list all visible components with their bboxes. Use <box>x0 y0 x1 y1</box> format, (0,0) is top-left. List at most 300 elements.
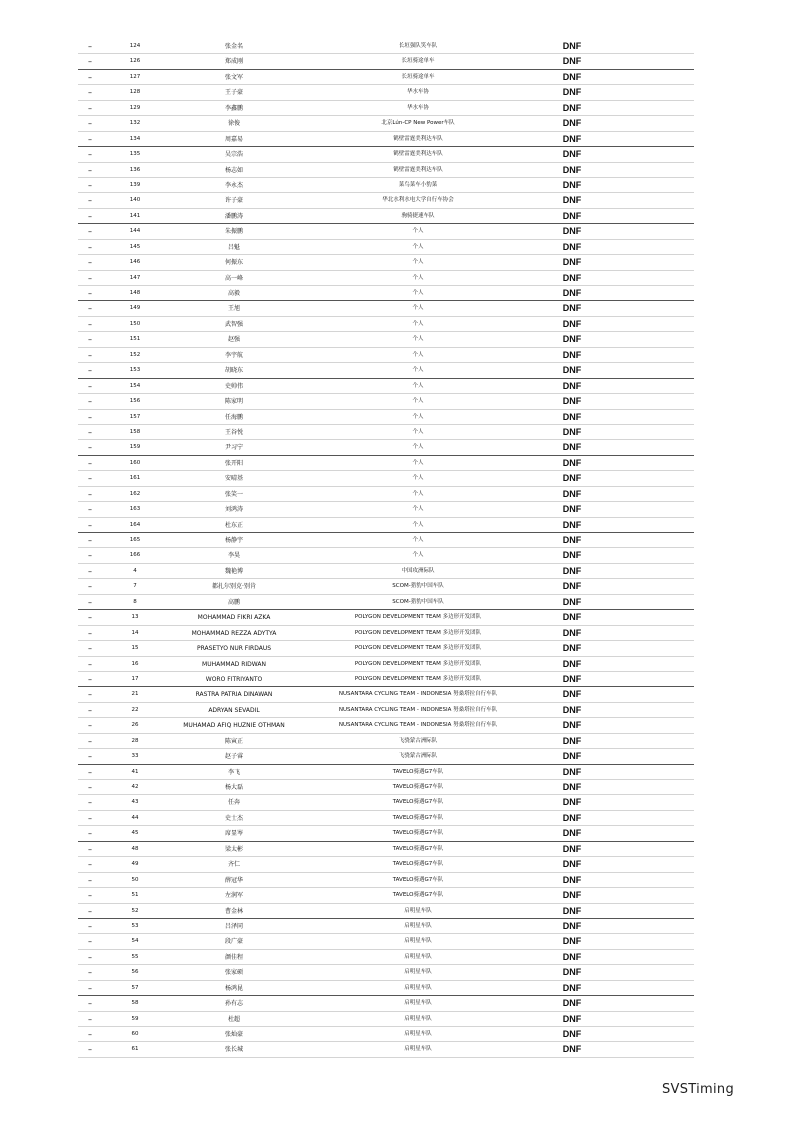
status-cell: DNF <box>562 118 582 129</box>
status-cell: DNF <box>562 504 582 515</box>
rider-name-cell: 张长城 <box>224 1046 243 1054</box>
rider-name-cell: 都扎尔别克·别肯 <box>212 583 256 591</box>
rider-name-cell: 李鑫鹏 <box>224 104 243 112</box>
team-cell: 驹骑捷速车队 <box>401 212 435 219</box>
bib-cell: 134 <box>129 135 141 142</box>
bib-cell: 28 <box>131 737 139 744</box>
status-cell: DNF <box>562 334 582 345</box>
status-cell: DNF <box>562 257 582 268</box>
status-cell: DNF <box>562 905 582 916</box>
bib-cell: 147 <box>129 274 141 281</box>
rider-name-cell: 吴宗浩 <box>224 151 243 159</box>
rank-cell: – <box>88 566 92 576</box>
bib-cell: 15 <box>131 645 139 652</box>
rank-cell: – <box>88 767 92 777</box>
status-cell: DNF <box>562 41 582 51</box>
bib-cell: 128 <box>129 89 141 96</box>
results-table <box>78 39 694 1058</box>
status-cell: DNF <box>562 581 582 592</box>
rank-cell: – <box>88 659 92 669</box>
table-row <box>78 919 694 934</box>
table-row <box>78 672 694 687</box>
rider-name-cell: 张灿豪 <box>224 1031 243 1038</box>
team-cell: NUSANTARA CYCLING TEAM - INDONESIA 努桑塔拉自行车队 <box>338 706 498 713</box>
rider-name-cell: MUHAMAD AFIQ HUZNIE OTHMAN <box>183 722 285 730</box>
team-cell: 鹤壁雷霆美利达车队 <box>393 135 443 142</box>
table-row <box>78 85 694 100</box>
rank-cell: – <box>88 582 92 592</box>
status-cell: DNF <box>562 843 582 854</box>
rider-name-cell: 王旭 <box>227 305 240 313</box>
table-row <box>78 224 694 239</box>
table-row <box>78 564 694 579</box>
table-row <box>78 657 694 672</box>
team-cell: 启明星车队 <box>404 984 432 991</box>
bib-cell: 21 <box>131 691 139 698</box>
rider-name-cell: 吕泽同 <box>224 922 243 930</box>
team-cell: POLYGON DEVELOPMENT TEAM 多边形开发团队 <box>354 629 482 636</box>
table-row <box>78 456 694 471</box>
table-row <box>78 363 694 378</box>
team-cell: 启明星车队 <box>404 938 432 945</box>
rank-cell: – <box>88 1030 92 1039</box>
status-cell: DNF <box>562 1044 582 1055</box>
status-cell: DNF <box>562 936 582 947</box>
rank-cell: – <box>88 258 92 268</box>
table-row <box>78 626 694 641</box>
rider-name-cell: 张开阳 <box>224 459 243 467</box>
rider-name-cell: 张文军 <box>224 73 243 81</box>
bib-cell: 127 <box>129 73 141 80</box>
table-row <box>78 255 694 270</box>
table-row <box>78 518 694 533</box>
rank-cell: – <box>88 644 92 654</box>
team-cell: 个人 <box>412 228 424 235</box>
team-cell: 个人 <box>412 537 424 543</box>
table-row <box>78 687 694 702</box>
team-cell: 个人 <box>412 475 424 482</box>
rider-name-cell: 高毅 <box>227 290 240 297</box>
rider-name-cell: 杜超 <box>227 1015 240 1023</box>
status-cell: DNF <box>562 998 582 1009</box>
status-cell: DNF <box>562 535 582 545</box>
status-cell: DNF <box>562 874 582 885</box>
team-cell: 个人 <box>412 552 424 559</box>
rank-cell: – <box>88 736 92 746</box>
bib-cell: 8 <box>133 598 137 605</box>
status-cell: DNF <box>562 426 582 437</box>
rank-cell: – <box>88 752 92 762</box>
rank-cell: – <box>88 304 92 314</box>
rank-cell: – <box>88 783 92 792</box>
status-cell: DNF <box>562 133 582 144</box>
rider-name-cell: 齐仁 <box>227 861 240 869</box>
status-cell: DNF <box>562 519 582 530</box>
rider-name-cell: MOHAMMAD REZZA ADYTYA <box>191 629 277 637</box>
bib-cell: 13 <box>131 614 139 621</box>
status-cell: DNF <box>562 380 582 391</box>
table-row <box>78 842 694 857</box>
team-cell: TAVELO骑遇G7车队 <box>392 845 444 852</box>
rank-cell: – <box>88 72 92 82</box>
bib-cell: 7 <box>133 583 137 590</box>
status-cell: DNF <box>562 967 582 978</box>
team-cell: 启明星车队 <box>404 969 432 976</box>
rank-cell: – <box>88 196 92 206</box>
rider-name-cell: 杜东正 <box>224 521 243 529</box>
bib-cell: 41 <box>131 768 139 775</box>
table-row <box>78 348 694 363</box>
bib-cell: 42 <box>131 784 139 790</box>
bib-cell: 45 <box>131 830 139 837</box>
rank-cell: – <box>88 844 92 854</box>
rider-name-cell: 高一峰 <box>224 274 243 282</box>
bib-cell: 159 <box>129 444 141 451</box>
bib-cell: 57 <box>131 984 139 991</box>
status-cell: DNF <box>562 303 582 314</box>
team-cell: 启明星车队 <box>404 953 432 960</box>
table-row <box>78 425 694 440</box>
rank-cell: – <box>88 242 92 252</box>
rider-name-cell: 任奔 <box>227 799 240 807</box>
team-cell: 长垣骑途单车 <box>401 73 435 80</box>
rank-cell: – <box>88 289 92 298</box>
rank-cell: – <box>88 813 92 823</box>
rank-cell: – <box>88 875 92 885</box>
team-cell: TAVELO骑遇G7车队 <box>392 892 444 899</box>
team-cell: 中国攻洲际队 <box>401 567 435 574</box>
status-cell: DNF <box>562 473 582 484</box>
bib-cell: 164 <box>129 521 141 528</box>
status-cell: DNF <box>562 828 582 839</box>
team-cell: 个人 <box>412 413 424 420</box>
table-row <box>78 610 694 625</box>
team-cell: NUSANTARA CYCLING TEAM - INDONESIA 努桑塔拉自行车队 <box>338 691 498 698</box>
bib-cell: 55 <box>131 953 139 960</box>
rider-name-cell: 李昊 <box>227 552 240 560</box>
rider-name-cell: 张金名 <box>224 43 243 50</box>
rank-cell: – <box>88 489 92 499</box>
rank-cell: – <box>88 829 92 839</box>
rank-cell: – <box>88 57 92 67</box>
team-cell: 华北水利水电大学自行车协会 <box>382 197 454 204</box>
bib-cell: 146 <box>129 259 141 266</box>
rider-name-cell: 张笑一 <box>224 490 243 498</box>
rider-name-cell: 朱振鹏 <box>224 228 243 236</box>
status-cell: DNF <box>562 890 582 901</box>
table-row <box>78 1027 694 1042</box>
rank-cell: – <box>88 427 92 437</box>
bib-cell: 158 <box>129 428 141 435</box>
rank-cell: – <box>88 150 92 160</box>
table-row <box>78 857 694 872</box>
rider-name-cell: 王谷悦 <box>224 428 243 436</box>
rank-cell: – <box>88 381 92 391</box>
rider-name-cell: 李飞 <box>227 768 240 776</box>
status-cell: DNF <box>562 102 582 113</box>
rank-cell: – <box>88 674 92 684</box>
bib-cell: 58 <box>131 1000 139 1007</box>
team-cell: 个人 <box>412 521 424 528</box>
status-cell: DNF <box>562 288 582 298</box>
team-cell: 个人 <box>412 320 424 327</box>
team-cell: POLYGON DEVELOPMENT TEAM 多边形开发团队 <box>354 660 482 667</box>
team-cell: SCOM-猎豹中国车队 <box>392 583 444 590</box>
bib-cell: 132 <box>129 120 141 127</box>
team-cell: 北京Lún-CP New Power车队 <box>381 120 455 127</box>
table-row <box>78 1012 694 1027</box>
rider-name-cell: 吕魁 <box>227 243 240 251</box>
rank-cell: – <box>88 227 92 237</box>
rider-name-cell: PRASETYO NUR FIRDAUS <box>196 645 272 653</box>
bib-cell: 51 <box>131 892 139 899</box>
bib-cell: 26 <box>131 722 139 729</box>
team-cell: 长垣强队笑车队 <box>398 43 438 49</box>
rider-name-cell: 胡晓东 <box>224 367 243 375</box>
status-cell: DNF <box>562 149 582 160</box>
team-cell: 个人 <box>412 398 424 405</box>
bib-cell: 154 <box>129 382 141 389</box>
rider-name-cell: 梁太彬 <box>224 845 243 853</box>
bib-cell: 139 <box>129 181 141 188</box>
team-cell: 华水车协 <box>406 89 429 96</box>
bib-cell: 140 <box>129 197 141 204</box>
bib-cell: 136 <box>129 166 141 173</box>
bib-cell: 166 <box>129 552 141 559</box>
rider-name-cell: 杨大磊 <box>224 784 243 791</box>
status-cell: DNF <box>562 658 582 669</box>
rider-name-cell: RASTRA PATRIA DINAWAN <box>195 691 273 699</box>
team-cell: 飞骁蒙古洲际队 <box>398 753 438 760</box>
rider-name-cell: 段广豪 <box>224 938 243 946</box>
bib-cell: 59 <box>131 1015 139 1022</box>
rider-name-cell: 任海鹏 <box>224 413 243 421</box>
bib-cell: 145 <box>129 243 141 250</box>
bib-cell: 153 <box>129 367 141 374</box>
rank-cell: – <box>88 366 92 376</box>
rank-cell: – <box>88 690 92 700</box>
team-cell: 个人 <box>412 351 424 358</box>
team-cell: 鹤壁雷霆美利达车队 <box>393 166 443 173</box>
rider-name-cell: 陈寅正 <box>224 737 243 745</box>
table-row <box>78 39 694 54</box>
table-row <box>78 703 694 718</box>
rank-cell: – <box>88 705 92 715</box>
rider-name-cell: 安晴基 <box>224 475 243 483</box>
team-cell: 华水车协 <box>406 104 429 111</box>
table-row <box>78 70 694 85</box>
bib-cell: 124 <box>129 43 141 49</box>
table-row <box>78 595 694 610</box>
rank-cell: – <box>88 613 92 623</box>
team-cell: 个人 <box>412 506 424 513</box>
team-cell: 启明星车队 <box>404 922 432 929</box>
table-row <box>78 410 694 425</box>
rider-name-cell: 武智强 <box>224 320 243 328</box>
rank-cell: – <box>88 42 92 51</box>
team-cell: 个人 <box>412 490 424 497</box>
rider-name-cell: 赵强 <box>227 336 240 344</box>
rider-name-cell: 潘鹏涛 <box>224 212 243 220</box>
table-row <box>78 1042 694 1057</box>
table-row <box>78 147 694 162</box>
bib-cell: 157 <box>129 413 141 420</box>
rider-name-cell: 席显岑 <box>224 830 243 838</box>
status-cell: DNF <box>562 720 582 731</box>
rider-name-cell: 张家硕 <box>224 969 243 977</box>
rank-cell: – <box>88 505 92 515</box>
table-row <box>78 718 694 733</box>
bib-cell: 144 <box>129 228 141 235</box>
table-row <box>78 301 694 316</box>
team-cell: TAVELO骑遇G7车队 <box>392 768 444 775</box>
team-cell: 长垣骑途单车 <box>401 58 435 65</box>
rider-name-cell: WORO FITRIYANTO <box>205 675 263 683</box>
team-cell: 个人 <box>412 243 424 250</box>
team-cell: POLYGON DEVELOPMENT TEAM 多边形开发团队 <box>354 675 482 682</box>
status-cell: DNF <box>562 365 582 376</box>
bib-cell: 61 <box>131 1046 139 1053</box>
rank-cell: – <box>88 999 92 1009</box>
rank-cell: – <box>88 397 92 407</box>
status-cell: DNF <box>562 612 582 623</box>
rider-name-cell: 史士杰 <box>224 814 243 822</box>
bib-cell: 135 <box>129 151 141 158</box>
rider-name-cell: 赵子睿 <box>224 753 243 761</box>
status-cell: DNF <box>562 751 582 762</box>
table-row <box>78 209 694 224</box>
rank-cell: – <box>88 103 92 113</box>
rank-cell: – <box>88 165 92 175</box>
table-row <box>78 904 694 919</box>
rank-cell: – <box>88 937 92 947</box>
bib-cell: 22 <box>131 706 139 713</box>
team-cell: TAVELO骑遇G7车队 <box>392 876 444 883</box>
rank-cell: – <box>88 968 92 978</box>
bib-cell: 126 <box>129 58 141 65</box>
status-cell: DNF <box>562 442 582 453</box>
rank-cell: – <box>88 798 92 808</box>
rider-name-cell: 王子豪 <box>224 89 243 97</box>
bib-cell: 161 <box>129 475 141 482</box>
rank-cell: – <box>88 458 92 468</box>
status-cell: DNF <box>562 241 582 252</box>
table-row <box>78 178 694 193</box>
team-cell: 个人 <box>412 274 424 281</box>
rider-name-cell: 颜佳程 <box>224 953 243 961</box>
team-cell: 飞骁蒙古洲际队 <box>398 737 438 744</box>
rider-name-cell: 郑成刚 <box>224 58 243 66</box>
status-cell: DNF <box>562 179 582 190</box>
status-cell: DNF <box>562 318 582 329</box>
team-cell: 个人 <box>412 444 424 451</box>
table-row <box>78 240 694 255</box>
rider-name-cell: 李宇航 <box>224 351 243 359</box>
team-cell: TAVELO骑遇G7车队 <box>392 830 444 837</box>
bib-cell: 52 <box>131 907 139 914</box>
table-row <box>78 271 694 286</box>
rider-name-cell: 周嘉易 <box>224 135 243 143</box>
bib-cell: 44 <box>131 814 139 821</box>
rider-name-cell: 李永杰 <box>224 181 243 189</box>
rank-cell: – <box>88 628 92 638</box>
rider-name-cell: 魏艳博 <box>224 567 243 575</box>
team-cell: 菜鸟菜车小豹菜 <box>398 181 438 188</box>
bib-cell: 150 <box>129 320 141 327</box>
status-cell: DNF <box>562 859 582 870</box>
bib-cell: 4 <box>133 567 137 574</box>
team-cell: 启明星车队 <box>404 1046 432 1053</box>
status-cell: DNF <box>562 164 582 175</box>
team-cell: 个人 <box>412 428 424 435</box>
rank-cell: – <box>88 891 92 901</box>
rank-cell: – <box>88 921 92 931</box>
status-cell: DNF <box>562 396 582 407</box>
rank-cell: – <box>88 1014 92 1024</box>
table-row <box>78 317 694 332</box>
rider-name-cell: 尹习宁 <box>224 444 243 452</box>
team-cell: 个人 <box>412 459 424 466</box>
table-row <box>78 888 694 903</box>
team-cell: 个人 <box>412 290 424 296</box>
table-row <box>78 965 694 980</box>
rank-cell: – <box>88 134 92 144</box>
team-cell: SCOM-猎豹中国车队 <box>392 598 444 605</box>
bib-cell: 16 <box>131 660 139 667</box>
rank-cell: – <box>88 536 92 545</box>
rider-name-cell: 杨鸿昆 <box>224 984 243 992</box>
table-row <box>78 795 694 810</box>
rank-cell: – <box>88 1045 92 1055</box>
status-cell: DNF <box>562 457 582 468</box>
status-cell: DNF <box>562 1013 582 1024</box>
team-cell: 个人 <box>412 259 424 266</box>
table-row <box>78 765 694 780</box>
rider-name-cell: 高鹏 <box>227 598 240 606</box>
status-cell: DNF <box>562 643 582 654</box>
status-cell: DNF <box>562 411 582 422</box>
table-row <box>78 193 694 208</box>
team-cell: 启明星车队 <box>404 1031 432 1037</box>
status-cell: DNF <box>562 766 582 777</box>
table-row <box>78 101 694 116</box>
bib-cell: 14 <box>131 629 139 636</box>
rider-name-cell: 薛冠华 <box>224 876 243 884</box>
team-cell: 个人 <box>412 382 424 389</box>
table-row <box>78 379 694 394</box>
rank-cell: – <box>88 551 92 561</box>
status-cell: DNF <box>562 704 582 715</box>
table-row <box>78 934 694 949</box>
rider-name-cell: 徐俊 <box>227 120 240 128</box>
bib-cell: 60 <box>131 1031 139 1037</box>
rank-cell: – <box>88 119 92 129</box>
status-cell: DNF <box>562 782 582 792</box>
status-cell: DNF <box>562 812 582 823</box>
status-cell: DNF <box>562 71 582 82</box>
status-cell: DNF <box>562 627 582 638</box>
status-cell: DNF <box>562 951 582 962</box>
bib-cell: 165 <box>129 537 141 543</box>
team-cell: NUSANTARA CYCLING TEAM - INDONESIA 努桑塔拉自行车队 <box>338 722 498 729</box>
team-cell: POLYGON DEVELOPMENT TEAM 多边形开发团队 <box>354 645 482 652</box>
table-row <box>78 734 694 749</box>
bib-cell: 53 <box>131 922 139 929</box>
bib-cell: 48 <box>131 845 139 852</box>
team-cell: TAVELO骑遇G7车队 <box>392 784 444 790</box>
rank-cell: – <box>88 721 92 731</box>
status-cell: DNF <box>562 226 582 237</box>
